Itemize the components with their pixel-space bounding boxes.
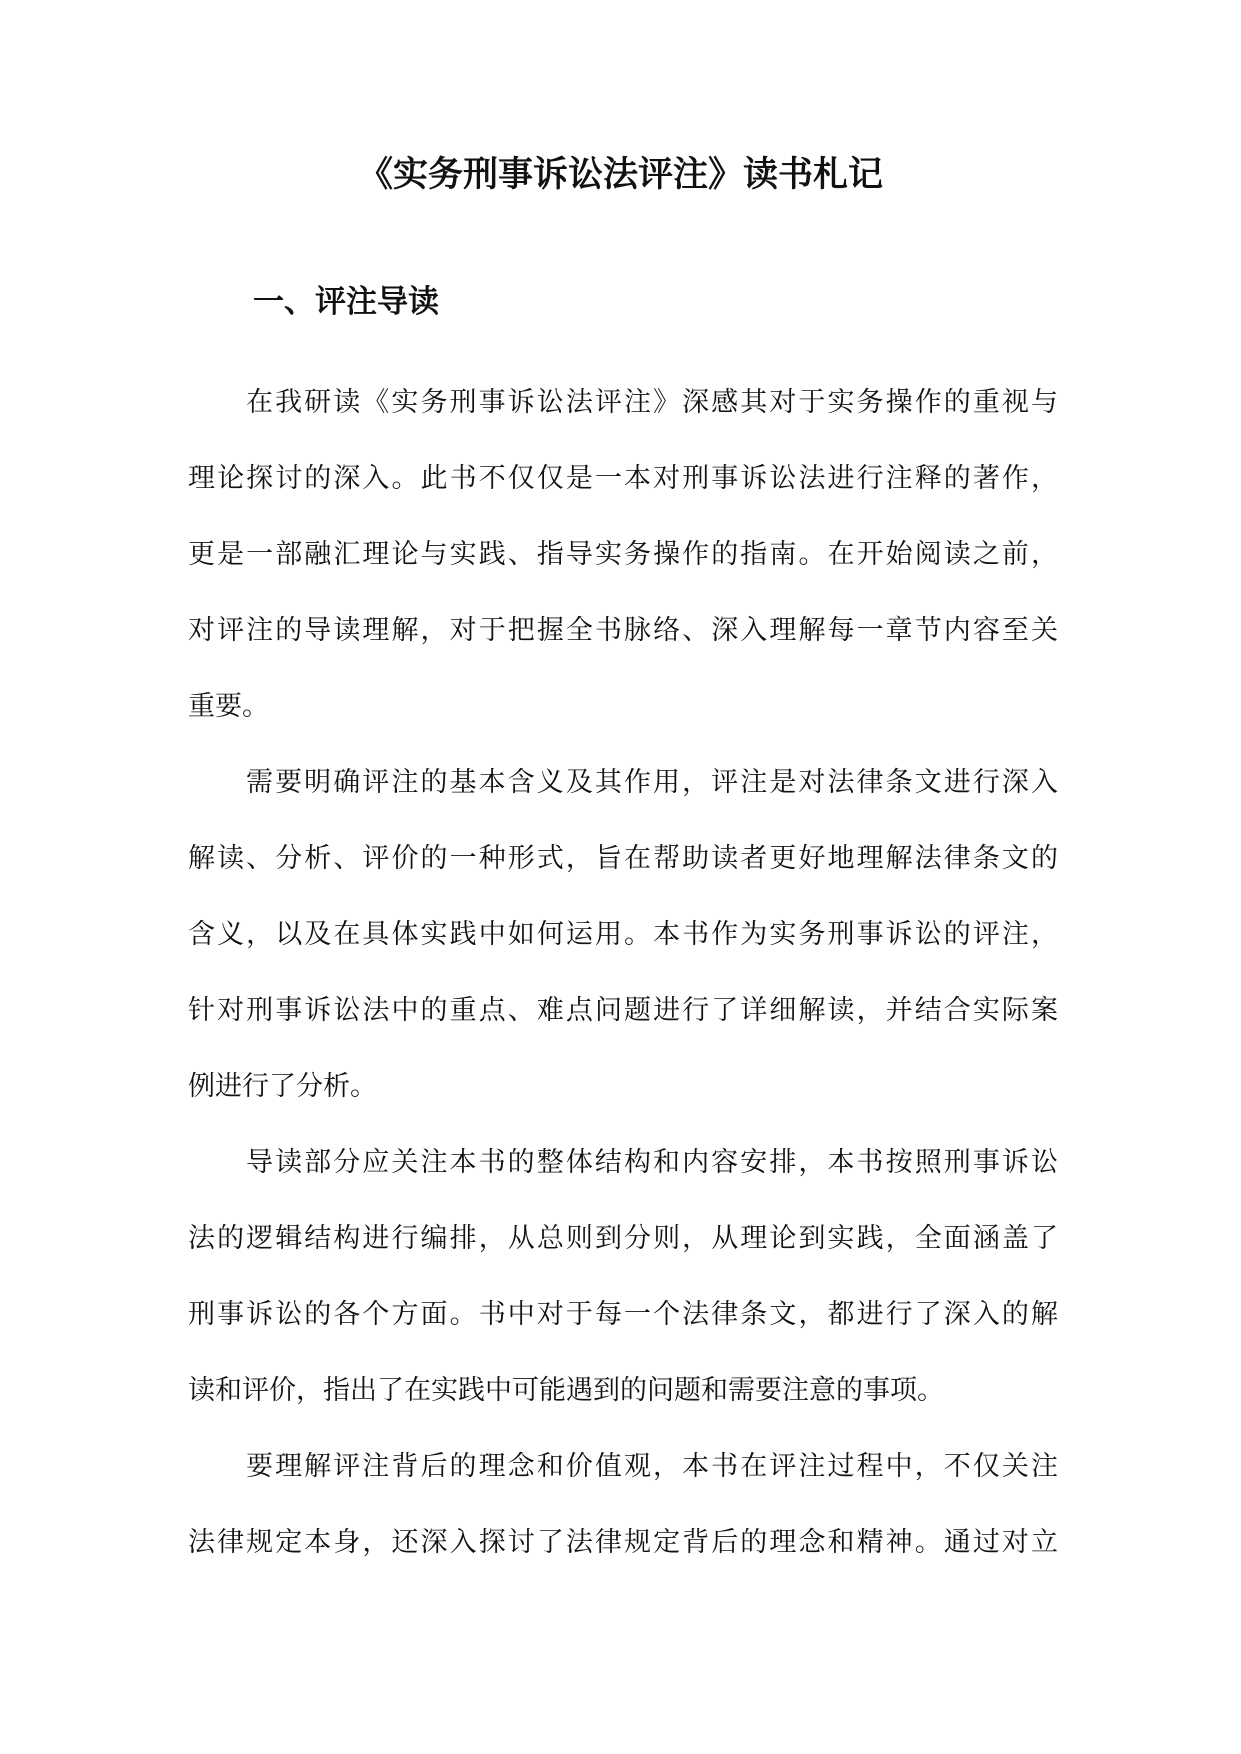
paragraph	[188, 1429, 1058, 1581]
paragraph-line: 要理解评注背后的理念和价值观，本书在评注过程中，不仅关注	[246, 1451, 1058, 1482]
paragraph-line: 法的逻辑结构进行编排，从总则到分则，从理论到实践，全面涵盖了	[188, 1223, 1058, 1254]
paragraph-line: 针对刑事诉讼法中的重点、难点问题进行了详细解读，并结合实际案	[188, 995, 1058, 1026]
paragraph-line: 更是一部融汇理论与实践、指导实务操作的指南。在开始阅读之前，	[188, 539, 1058, 570]
document-body	[188, 365, 1058, 1581]
paragraph-line: 导读部分应关注本书的整体结构和内容安排，本书按照刑事诉讼	[246, 1147, 1058, 1178]
paragraph-line: 理论探讨的深入。此书不仅仅是一本对刑事诉讼法进行注释的著作，	[188, 463, 1058, 494]
paragraph-line: 例进行了分析。	[188, 1071, 377, 1102]
paragraph	[188, 365, 1058, 745]
paragraph-line: 法律规定本身，还深入探讨了法律规定背后的理念和精神。通过对立	[188, 1527, 1058, 1558]
paragraph	[188, 745, 1058, 1125]
paragraph-line: 在我研读《实务刑事诉讼法评注》深感其对于实务操作的重视与	[246, 387, 1058, 418]
paragraph	[188, 1125, 1058, 1429]
section-heading: 一、评注导读	[253, 284, 439, 320]
paragraph-line: 含义，以及在具体实践中如何运用。本书作为实务刑事诉讼的评注，	[188, 919, 1058, 950]
document-title: 《实务刑事诉讼法评注》读书札记	[357, 155, 883, 195]
paragraph-line: 重要。	[188, 691, 269, 722]
paragraph-line: 对评注的导读理解，对于把握全书脉络、深入理解每一章节内容至关	[188, 615, 1058, 646]
paragraph-line: 解读、分析、评价的一种形式，旨在帮助读者更好地理解法律条文的	[188, 843, 1058, 874]
paragraph-line: 读和评价，指出了在实践中可能遇到的问题和需要注意的事项。	[188, 1375, 944, 1406]
paragraph-line: 刑事诉讼的各个方面。书中对于每一个法律条文，都进行了深入的解	[188, 1299, 1058, 1330]
paragraph-line: 需要明确评注的基本含义及其作用，评注是对法律条文进行深入	[246, 767, 1058, 798]
